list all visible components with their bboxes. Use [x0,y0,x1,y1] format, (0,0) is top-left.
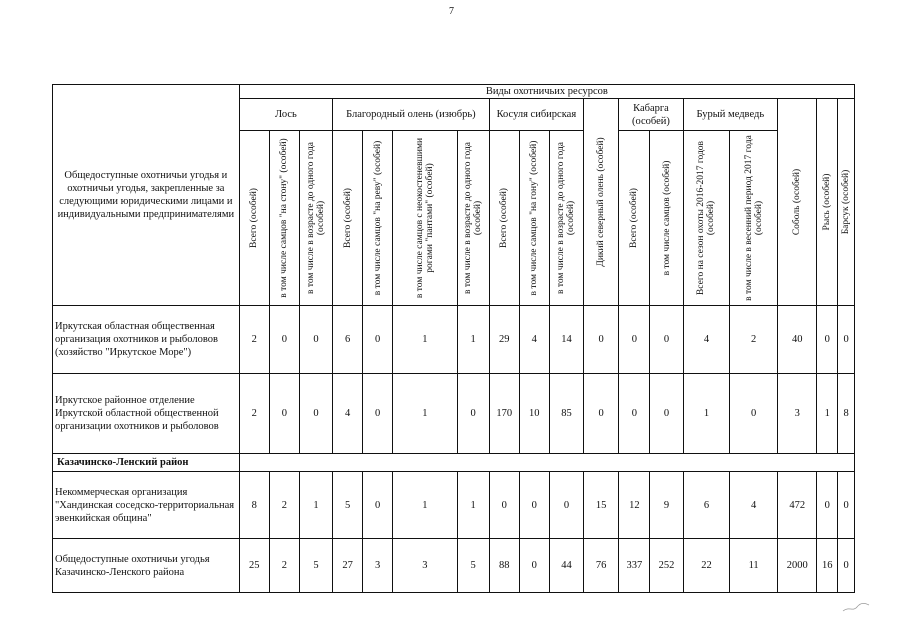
cell: 12 [619,472,650,539]
cell: 1 [393,306,457,374]
org-name: Иркутская областная общественная организация охотников и рыболовов (хозяйство "Иркутское Море") [53,306,240,374]
cell: 10 [519,374,549,454]
col-bear-season: Всего на сезон охоты 2016-2017 годов (особей) [683,131,730,306]
cell: 337 [619,539,650,593]
district-row [53,454,855,472]
col-reddeer-antlers: в том числе самцов с неокостеневшими рогами "пантами" (особей) [393,131,457,306]
cell: 2 [269,539,299,593]
table-row [53,472,855,539]
org-name: Иркутское районное отделение Иркутской областной общественной организации охотников и рыболовов [53,374,240,454]
cell: 9 [650,472,683,539]
cell: 252 [650,539,683,593]
cell: 8 [239,472,269,539]
cell: 22 [683,539,730,593]
pen-mark [841,600,871,614]
cell: 0 [838,539,855,593]
cell: 5 [333,472,363,539]
cell: 25 [239,539,269,593]
cell: 16 [817,539,838,593]
cell: 0 [838,472,855,539]
col-reindeer: Дикий северный олень (особей) [584,99,619,306]
cell: 1 [393,472,457,539]
cell: 0 [817,306,838,374]
col-bear-spring: в том числе в весенний период 2017 года (особей) [730,131,778,306]
cell: 0 [489,472,519,539]
cell: 1 [817,374,838,454]
cell: 76 [584,539,619,593]
cell: 170 [489,374,519,454]
cell: 3 [393,539,457,593]
cell: 29 [489,306,519,374]
col-elk-males: в том числе самцов "на стону" (особей) [269,131,299,306]
cell: 4 [333,374,363,454]
cell: 44 [549,539,583,593]
cell: 4 [730,472,778,539]
col-lynx: Рысь (особей) [817,99,838,306]
cell: 0 [619,306,650,374]
cell: 11 [730,539,778,593]
hunting-resources-table [52,84,855,593]
table-row [53,539,855,593]
cell: 6 [333,306,363,374]
cell: 0 [299,374,332,454]
table-row [53,306,855,374]
col-reddeer-males: в том числе самцов "на реву" (особей) [363,131,393,306]
cell: 5 [457,539,489,593]
cell: 0 [838,306,855,374]
group-red-deer: Благородный олень (изюбрь) [333,99,490,131]
cell: 2 [269,472,299,539]
cell: 0 [363,472,393,539]
group-bear: Бурый медведь [683,99,777,131]
cell: 0 [457,374,489,454]
cell: 1 [683,374,730,454]
cell: 14 [549,306,583,374]
cell: 0 [363,306,393,374]
table-row [53,374,855,454]
cell: 0 [299,306,332,374]
cell: 472 [777,472,816,539]
cell: 6 [683,472,730,539]
resources-title: Виды охотничьих ресурсов [239,85,854,99]
cell: 2 [239,374,269,454]
row-header: Общедоступные охотничьи угодья и охотничьи угодья, закрепленные за следующими юридическими лицами и индивидуальными предпринимателями [53,85,240,306]
group-elk: Лось [239,99,332,131]
col-musk-total: Всего (особей) [619,131,650,306]
cell: 3 [363,539,393,593]
cell: 8 [838,374,855,454]
page-number: 7 [449,6,454,17]
org-name: Некоммерческая организация "Хандинская соседско-территориальная эвенкийская община" [53,472,240,539]
cell: 0 [584,306,619,374]
cell: 40 [777,306,816,374]
group-musk-deer: Кабарга (особей) [619,99,683,131]
cell: 4 [683,306,730,374]
cell: 0 [269,306,299,374]
col-sable: Соболь (особей) [777,99,816,306]
cell: 85 [549,374,583,454]
cell: 1 [299,472,332,539]
cell: 27 [333,539,363,593]
col-roe-males: в том числе самцов "на гону" (особей) [519,131,549,306]
cell: 0 [519,539,549,593]
cell: 1 [393,374,457,454]
col-reddeer-total: Всего (особей) [333,131,363,306]
cell: 5 [299,539,332,593]
cell: 0 [619,374,650,454]
district-row-spacer [239,454,854,472]
org-name: Общедоступные охотничьи угодья Казачинско-Ленского района [53,539,240,593]
group-roe-deer: Косуля сибирская [489,99,583,131]
cell: 88 [489,539,519,593]
col-elk-total: Всего (особей) [239,131,269,306]
cell: 1 [457,306,489,374]
cell: 0 [269,374,299,454]
cell: 0 [650,306,683,374]
cell: 0 [730,374,778,454]
cell: 0 [549,472,583,539]
cell: 2 [730,306,778,374]
cell: 0 [584,374,619,454]
cell: 2000 [777,539,816,593]
cell: 0 [519,472,549,539]
col-elk-young: в том числе в возрасте до одного года (особей) [299,131,332,306]
col-roe-young: в том числе в возрасте до одного года (особей) [549,131,583,306]
col-musk-males: в том числе самцов (особей) [650,131,683,306]
col-badger: Барсук (особей) [838,99,855,306]
cell: 4 [519,306,549,374]
col-roe-total: Всего (особей) [489,131,519,306]
cell: 15 [584,472,619,539]
col-reddeer-young: в том числе в возрасте до одного года (особей) [457,131,489,306]
cell: 3 [777,374,816,454]
cell: 1 [457,472,489,539]
cell: 2 [239,306,269,374]
cell: 0 [817,472,838,539]
cell: 0 [650,374,683,454]
cell: 0 [363,374,393,454]
district-title: Казачинско-Ленский район [53,454,240,472]
